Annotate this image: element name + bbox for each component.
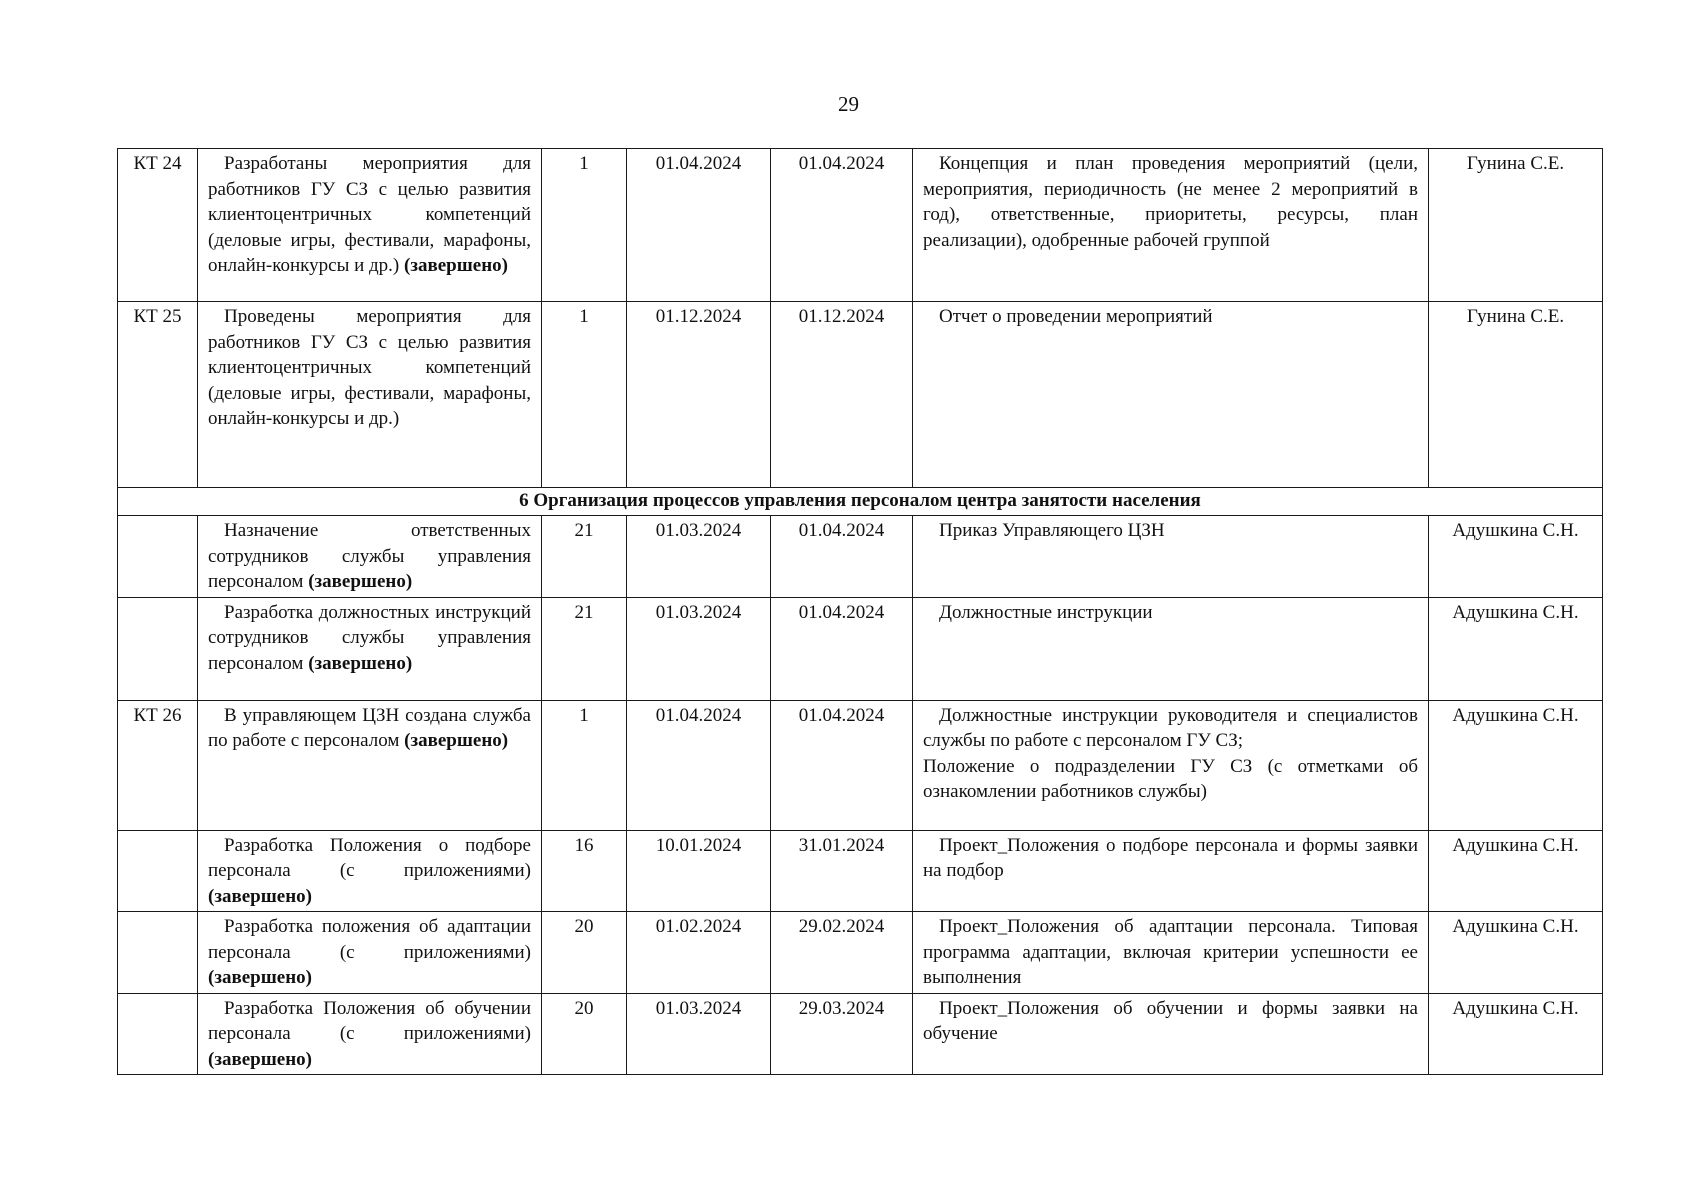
activity-text: Назначение ответственных сотрудников службы управления персоналом bbox=[208, 520, 531, 592]
checkpoint-code bbox=[118, 830, 198, 912]
end-date: 29.02.2024 bbox=[771, 912, 913, 994]
activity-title bbox=[198, 149, 542, 302]
responsible-person: Адушкина С.Н. bbox=[1429, 993, 1603, 1075]
status-label: (завершено) bbox=[208, 885, 312, 907]
table-row bbox=[118, 700, 1603, 830]
start-date: 10.01.2024 bbox=[627, 830, 771, 912]
duration-value: 20 bbox=[542, 993, 627, 1075]
result-text: Проект_Положения о подборе персонала и формы заявки на подбор bbox=[913, 830, 1429, 912]
result-text: Проект_Положения об обучении и формы заявки на обучение bbox=[913, 993, 1429, 1075]
activity-text: Разработка должностных инструкций сотрудников службы управления персоналом bbox=[208, 601, 531, 674]
checkpoint-code: КТ 26 bbox=[118, 700, 198, 830]
status-label: (завершено) bbox=[404, 255, 508, 276]
activity-title bbox=[198, 302, 542, 488]
status-label: (завершено) bbox=[308, 652, 413, 674]
activity-text: Проведены мероприятия для работников ГУ СЗ с целью развития клиентоцентричных компетенций (деловые игры, фестивали, марафоны, онлайн-конкурсы и др.) bbox=[208, 306, 531, 429]
end-date: 01.04.2024 bbox=[771, 149, 913, 302]
responsible-person: Адушкина С.Н. bbox=[1429, 516, 1603, 598]
start-date: 01.04.2024 bbox=[627, 700, 771, 830]
responsible-person: Гунина С.Е. bbox=[1429, 302, 1603, 488]
activity-title bbox=[198, 993, 542, 1075]
table-row bbox=[118, 302, 1603, 488]
result-text: Концепция и план проведения мероприятий (цели, мероприятия, периодичность (не менее 2 мероприятий в год), ответственные, приоритеты, ресурсы, план реализации), одобренные рабочей группой bbox=[913, 149, 1429, 302]
activity-text: Разработаны мероприятия для работников ГУ СЗ с целью развития клиентоцентричных компетенций (деловые игры, фестивали, марафоны, онлайн-конкурсы и др.) bbox=[208, 153, 531, 276]
duration-value: 16 bbox=[542, 830, 627, 912]
duration-value: 21 bbox=[542, 516, 627, 598]
start-date: 01.02.2024 bbox=[627, 912, 771, 994]
result-text: Проект_Положения об адаптации персонала. Типовая программа адаптации, включая критерии успешности ее выполнения bbox=[913, 912, 1429, 994]
section-title: 6 Организация процессов управления персоналом центра занятости населения bbox=[118, 488, 1603, 516]
start-date: 01.03.2024 bbox=[627, 993, 771, 1075]
result-text: Должностные инструкции руководителя и специалистов службы по работе с персоналом ГУ СЗ; Положение о подразделении ГУ СЗ (с отметками об ознакомлении работников службы) bbox=[913, 700, 1429, 830]
activity-text: В управляющем ЦЗН создана служба по работе с персоналом bbox=[208, 704, 531, 751]
activity-title bbox=[198, 830, 542, 912]
end-date: 01.04.2024 bbox=[771, 597, 913, 700]
table-row bbox=[118, 516, 1603, 598]
activity-title bbox=[198, 516, 542, 598]
duration-value: 21 bbox=[542, 597, 627, 700]
table-row bbox=[118, 830, 1603, 912]
start-date: 01.03.2024 bbox=[627, 597, 771, 700]
duration-value: 20 bbox=[542, 912, 627, 994]
table-row bbox=[118, 993, 1603, 1075]
status-label: (завершено) bbox=[208, 967, 312, 988]
status-label: (завершено) bbox=[208, 1048, 312, 1070]
status-label: (завершено) bbox=[308, 571, 413, 592]
activity-text: Разработка положения об адаптации персонала (с приложениями) bbox=[208, 916, 531, 963]
activity-title bbox=[198, 597, 542, 700]
start-date: 01.12.2024 bbox=[627, 302, 771, 488]
result-text: Отчет о проведении мероприятий bbox=[913, 302, 1429, 488]
status-label: (завершено) bbox=[404, 730, 509, 751]
duration-value: 1 bbox=[542, 149, 627, 302]
responsible-person: Гунина С.Е. bbox=[1429, 149, 1603, 302]
table-row bbox=[118, 597, 1603, 700]
checkpoint-code bbox=[118, 993, 198, 1075]
responsible-person: Адушкина С.Н. bbox=[1429, 597, 1603, 700]
responsible-person: Адушкина С.Н. bbox=[1429, 830, 1603, 912]
end-date: 29.03.2024 bbox=[771, 993, 913, 1075]
responsible-person: Адушкина С.Н. bbox=[1429, 912, 1603, 994]
end-date: 01.04.2024 bbox=[771, 700, 913, 830]
activity-text: Разработка Положения о подборе персонала (с приложениями) bbox=[208, 834, 531, 881]
end-date: 01.12.2024 bbox=[771, 302, 913, 488]
plan-table bbox=[117, 148, 1603, 1075]
result-text: Приказ Управляющего ЦЗН bbox=[913, 516, 1429, 598]
activity-title bbox=[198, 700, 542, 830]
activity-text: Разработка Положения об обучении персонала (с приложениями) bbox=[208, 997, 531, 1044]
checkpoint-code bbox=[118, 912, 198, 994]
checkpoint-code bbox=[118, 516, 198, 598]
checkpoint-code: КТ 25 bbox=[118, 302, 198, 488]
section-row bbox=[118, 488, 1603, 516]
checkpoint-code: КТ 24 bbox=[118, 149, 198, 302]
activity-title bbox=[198, 912, 542, 994]
end-date: 01.04.2024 bbox=[771, 516, 913, 598]
end-date: 31.01.2024 bbox=[771, 830, 913, 912]
checkpoint-code bbox=[118, 597, 198, 700]
start-date: 01.03.2024 bbox=[627, 516, 771, 598]
start-date: 01.04.2024 bbox=[627, 149, 771, 302]
table-row bbox=[118, 912, 1603, 994]
page-number: 29 bbox=[838, 92, 859, 116]
result-text: Должностные инструкции bbox=[913, 597, 1429, 700]
responsible-person: Адушкина С.Н. bbox=[1429, 700, 1603, 830]
duration-value: 1 bbox=[542, 700, 627, 830]
table-row bbox=[118, 149, 1603, 302]
duration-value: 1 bbox=[542, 302, 627, 488]
